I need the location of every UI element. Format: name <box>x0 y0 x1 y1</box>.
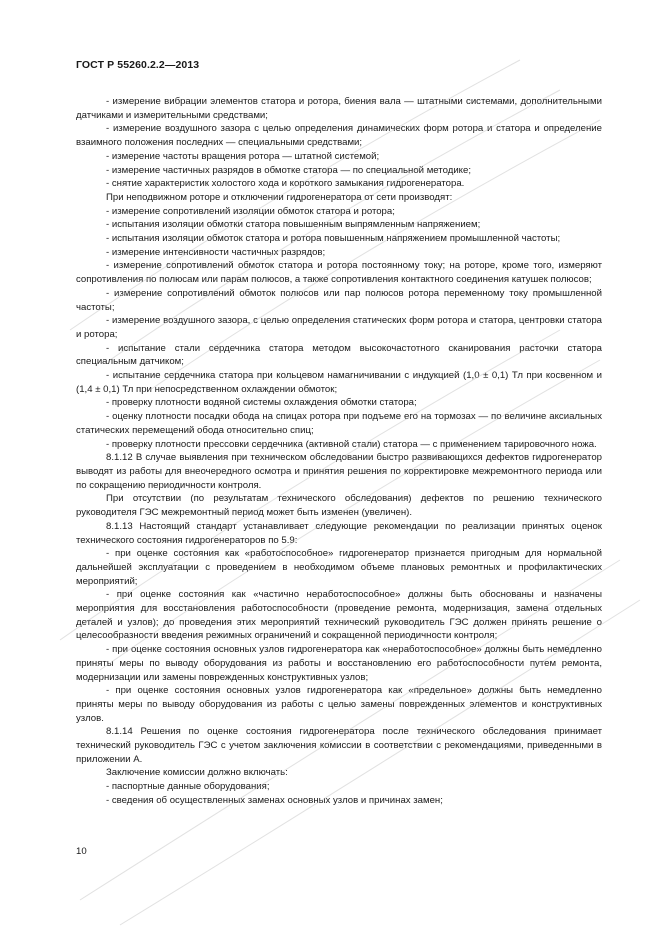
body-paragraph: - проверку плотности прессовки сердечника (активной стали) статора — с применением тарировочного ножа. <box>106 438 597 450</box>
document-header: ГОСТ Р 55260.2.2—2013 <box>76 59 200 71</box>
body-paragraph: - при оценке состояния основных узлов гидрогенератора как «неработоспособное» должны быть немедленно приняты меры по выводу оборудования из работы и восстановлению его работоспособности путем ремонта, модернизации или замены поврежденных конструктивных узлов; <box>76 644 602 683</box>
body-paragraph: - измерение воздушного зазора, с целью определения статических форм ротора и статора, центровки статора и ротора; <box>76 315 602 340</box>
body-paragraph: - испытания изоляции обмоток статора и ротора повышенным напряжением промышленной частоты; <box>106 233 561 245</box>
body-paragraph: - испытания изоляции обмотки статора повышенным выпрямленным напряжением; <box>106 219 481 231</box>
document-body <box>76 95 602 808</box>
body-paragraph: - измерение интенсивности частичных разрядов; <box>106 246 326 258</box>
body-paragraph: При отсутствии (по результатам технического обследования) дефектов по решению технического руководителя ГЭС межремонтный период может быть изменен (увеличен). <box>76 493 602 519</box>
body-paragraph: - проверку плотности водяной системы охлаждения обмотки статора; <box>106 397 417 409</box>
body-paragraph: 8.1.14 Решения по оценке состояния гидрогенератора после технического обследования принимает технический руководитель ГЭС с учетом заключения комиссии в соответствии с рекомендациями, приведенными в приложении А. <box>76 726 602 765</box>
body-paragraph: - измерение частоты вращения ротора — штатной системой; <box>106 150 380 162</box>
body-paragraph: - при оценке состояния основных узлов гидрогенератора как «предельное» должны быть немедленно приняты меры по выводу оборудования из работы с целью замены поврежденных элементов и конструктивных узлов. <box>76 685 602 724</box>
body-paragraph: - при оценке состояния как «работоспособное» гидрогенератор признается пригодным для нормальной дальнейшей эксплуатации с проведением в необходимом объеме плановых ремонтных и профилактических мероприятий; <box>76 548 602 587</box>
body-paragraph: - сведения об осуществленных заменах основных узлов и причинах замен; <box>106 794 443 806</box>
body-paragraph: Заключение комиссии должно включать: <box>106 767 288 779</box>
body-paragraph: - при оценке состояния как «частично неработоспособное» должны быть обоснованы и назначены мероприятия для восстановления работоспособности (проведение ремонта, модернизация, замена отдельных деталей и узлов); до проведения этих мероприятий технический руководитель ГЭС должен принять решение о целесообразности введения режимных ограничений и сокращенной периодичности контроля; <box>76 589 602 642</box>
body-paragraph: - измерение воздушного зазора с целью определения динамических форм ротора и статора и определение взаимного положения последних — специальными средствами; <box>76 123 602 149</box>
body-paragraph: 8.1.13 Настоящий стандарт устанавливает следующие рекомендации по реализации принятых оценок технического состояния гидрогенераторов по 5.9: <box>76 520 602 546</box>
body-paragraph: - испытание стали сердечника статора методом высокочастотного сканирования расточки статора специальным датчиком; <box>76 342 602 368</box>
body-paragraph: 8.1.12 В случае выявления при техническом обследовании быстро развивающихся дефектов гидрогенератор выводят из работы для внеочередного осмотра и принятия решения по корректировке межремонтного периода или по сокращению периодичности контроля. <box>76 452 602 491</box>
page-number: 10 <box>76 846 87 857</box>
body-paragraph: - измерение сопротивлений обмоток полюсов или пар полюсов ротора переменному току промышленной частоты; <box>76 287 602 313</box>
body-paragraph: - измерение сопротивлений обмоток статора и ротора постоянному току; на роторе, кроме того, измеряют сопротивления по полюсам или парам полюсов, а также сопротивления контактного соединения катушек полюсов; <box>76 260 602 286</box>
body-paragraph: - измерение сопротивлений изоляции обмоток статора и ротора; <box>106 205 395 217</box>
body-paragraph: - испытание сердечника статора при кольцевом намагничивании с индукцией (1,0 ± 0,1) Тл при косвенном и (1,4 ± 0,1) Тл при непосредственном охлаждении обмоток; <box>76 370 602 395</box>
body-paragraph: - паспортные данные оборудования; <box>106 781 270 793</box>
body-paragraph: - оценку плотности посадки обода на спицах ротора при подъеме его на тормозах — по величине аксиальных статических перемещений обода относительно спиц; <box>76 411 602 436</box>
body-paragraph: - снятие характеристик холостого хода и короткого замыкания гидрогенератора. <box>106 178 465 190</box>
body-paragraph: - измерение частичных разрядов в обмотке статора — по специальной методике; <box>106 164 471 176</box>
body-paragraph: При неподвижном роторе и отключении гидрогенератора от сети производят: <box>106 191 453 203</box>
body-paragraph: - измерение вибрации элементов статора и ротора, биения вала — штатными системами, дополнительными датчиками и измерительными средствами; <box>76 96 602 121</box>
